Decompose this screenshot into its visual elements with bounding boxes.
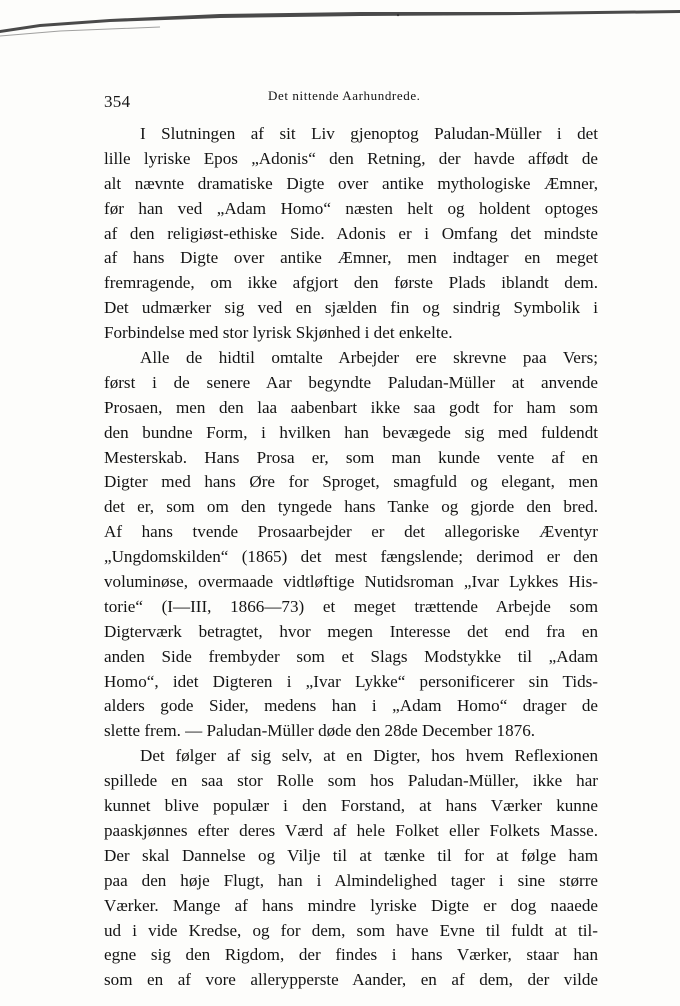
page-header [104, 88, 598, 112]
running-head: Det nittende Aarhundrede. [268, 88, 421, 103]
text-line: slette frem. — Paludan-Müller døde den 28de December 1876. [104, 721, 536, 741]
text-line: alt nævnte dramatiske Digte over antike mythologiske Æmner, [104, 173, 598, 193]
text-line: spillede en saa stor Rolle som hos Paludan-Müller, ikke har [104, 771, 598, 791]
text-line: Værker. Mange af hans mindre lyriske Digte er dog naaede [104, 895, 598, 915]
text-line: alders gode Sider, medens han i „Adam Homo“ drager de [104, 696, 598, 716]
text-line: Der skal Dannelse og Vilje til at tænke til for at følge ham [104, 845, 598, 865]
text-line: Homo“, idet Digteren i „Ivar Lykke“ personificerer sin Tids- [104, 671, 598, 691]
text-line: voluminøse, overmaade vidtløftige Nutidsroman „Ivar Lykkes His- [104, 572, 598, 592]
text-line: den bundne Form, i hvilken han bevægede sig med fuldendt [104, 422, 598, 442]
text-line: anden Side frembyder som et Slags Modstykke til „Adam [104, 646, 598, 666]
text-line: fremragende, om ikke afgjort den første Plads iblandt dem. [104, 273, 598, 293]
text-line: kunnet blive populær i den Forstand, at hans Værker kunne [104, 796, 598, 816]
paragraph-3 [104, 744, 598, 993]
text-line: det er, som om den tyngede hans Tanke og gjorde den bred. [104, 497, 598, 517]
text-line: Prosaen, men den laa aabenbart ikke saa godt for ham som [104, 397, 598, 417]
text-line: I Slutningen af sit Liv gjenoptog Paludan-Müller i det [140, 124, 598, 143]
text-line: ud i vide Kredse, og for dem, som have Evne til fuldt at til- [104, 920, 598, 940]
text-line: af den religiøst-ethiske Side. Adonis er i Omfang det mindste [104, 223, 598, 243]
body-text [104, 122, 598, 993]
text-line: Forbindelse med stor lyrisk Skjønhed i det enkelte. [104, 323, 453, 343]
text-line: „Ungdomskilden“ (1865) det mest fængslende; derimod er den [104, 547, 598, 567]
paragraph-2 [104, 346, 598, 744]
text-line: før han ved „Adam Homo“ næsten helt og holdent optoges [104, 198, 598, 218]
text-line: Det udmærker sig ved en sjælden fin og sindrig Symbolik i [104, 298, 598, 318]
text-line: Digterværk betragtet, hvor megen Interesse det end fra en [104, 621, 598, 641]
text-line: Mesterskab. Hans Prosa er, som man kunde vente af en [104, 447, 598, 467]
text-line: egne sig den Rigdom, der findes i hans Værker, staar han [104, 945, 598, 965]
page-number: 354 [104, 92, 131, 111]
text-line: af hans Digte over antike Æmner, men indtager en meget [104, 248, 598, 268]
scan-edge-shadow [0, 0, 680, 40]
text-line: som en af vore allerypperste Aander, en af dem, der vilde [104, 970, 598, 990]
text-line: paa den høje Flugt, han i Almindelighed tager i sine større [104, 870, 598, 890]
text-line: Det følger af sig selv, at en Digter, hos hvem Reflexionen [140, 746, 598, 766]
text-line: lille lyriske Epos „Adonis“ den Retning, der havde affødt de [104, 148, 598, 168]
text-line: torie“ (I—III, 1866—73) et meget trættende Arbejde som [104, 596, 598, 616]
text-line: Alle de hidtil omtalte Arbejder ere skrevne paa Vers; [140, 348, 598, 368]
text-line: Af hans tvende Prosaarbejder er det allegoriske Æventyr [104, 522, 598, 542]
text-line: Digter med hans Øre for Sproget, smagfuld og elegant, men [104, 472, 598, 492]
text-line: først i de senere Aar begyndte Paludan-Müller at anvende [104, 372, 598, 392]
paragraph-1 [104, 122, 598, 346]
text-line: paaskjønnes efter deres Værd af hele Folket eller Folkets Masse. [104, 820, 598, 840]
